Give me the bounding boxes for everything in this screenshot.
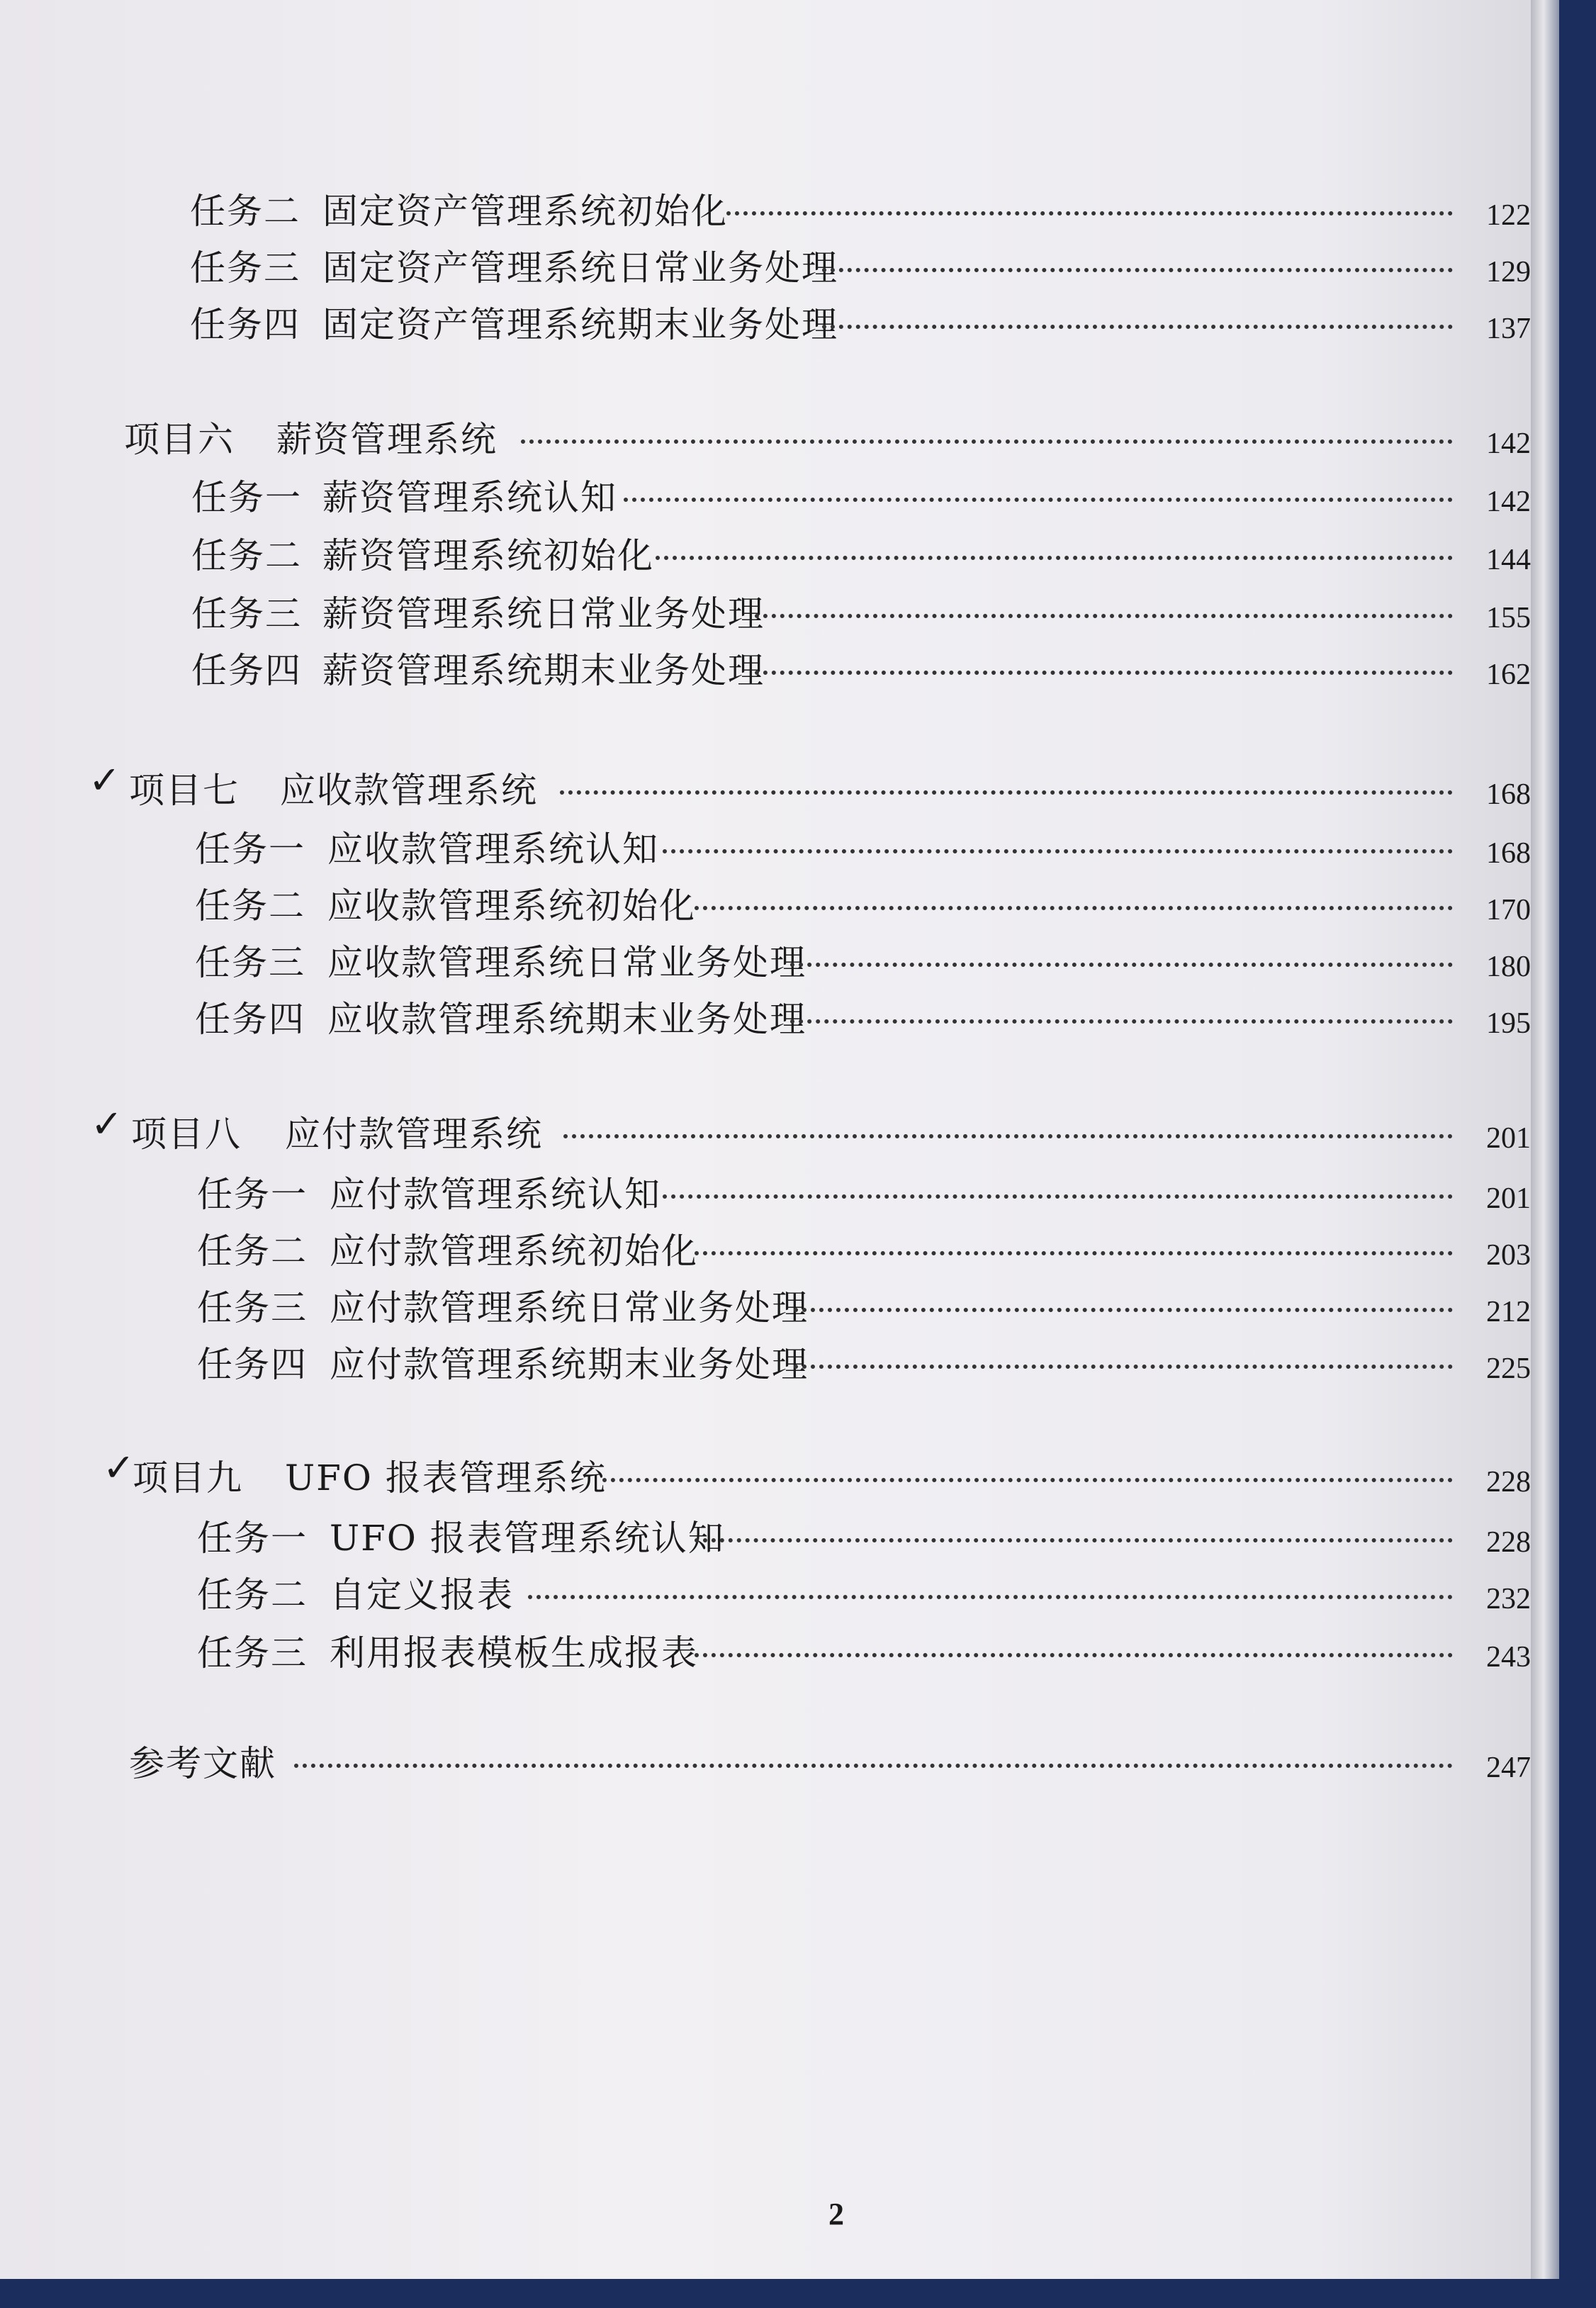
toc-entry[interactable] xyxy=(0,1166,1531,1223)
toc-label: 项目七 xyxy=(129,770,240,811)
toc-page-number: 170 xyxy=(1486,894,1531,926)
dot-leader xyxy=(755,614,1453,618)
toc-label: 项目八 xyxy=(131,1114,242,1155)
toc-label: 任务四 xyxy=(197,1344,308,1385)
toc-title: 应收款管理系统初始化 xyxy=(327,885,696,926)
toc-entry[interactable] xyxy=(0,1567,1531,1623)
toc-entry[interactable] xyxy=(0,642,1531,699)
toc-page-number: 247 xyxy=(1486,1752,1531,1784)
dot-leader xyxy=(695,1538,1453,1542)
dot-leader xyxy=(695,1251,1453,1255)
dot-leader xyxy=(794,1308,1453,1312)
toc-title: 应付款管理系统期末业务处理 xyxy=(330,1344,809,1385)
toc-entry[interactable] xyxy=(0,821,1531,878)
page-folio: 2 xyxy=(828,2197,844,2231)
toc-page-number: 142 xyxy=(1486,486,1531,518)
toc-title: 固定资产管理系统期末业务处理 xyxy=(322,304,838,345)
toc-page-number: 162 xyxy=(1486,659,1531,691)
dot-leader xyxy=(790,1019,1453,1024)
dot-leader xyxy=(656,556,1453,560)
toc-page-number: 201 xyxy=(1486,1182,1531,1215)
toc-page-number: 137 xyxy=(1486,313,1531,345)
toc-page-number: 232 xyxy=(1486,1583,1531,1615)
toc-title: 薪资管理系统期末业务处理 xyxy=(322,650,765,691)
toc-title: UFO 报表管理系统认知 xyxy=(330,1518,725,1559)
handwritten-check-mark: ✓ xyxy=(89,758,121,802)
dot-leader xyxy=(695,1653,1453,1657)
toc-title: 薪资管理系统 xyxy=(276,419,498,460)
toc-title: 固定资产管理系统初始化 xyxy=(322,191,728,232)
toc-references-entry[interactable] xyxy=(0,1735,1531,1792)
toc-title: 薪资管理系统初始化 xyxy=(322,535,654,576)
toc-label: 任务四 xyxy=(191,650,302,691)
toc-label: 任务二 xyxy=(197,1231,308,1272)
toc-title: 应收款管理系统 xyxy=(280,770,538,811)
toc-entry[interactable] xyxy=(0,527,1531,584)
toc-label: 项目六 xyxy=(124,419,235,460)
toc-label: 任务三 xyxy=(197,1287,308,1328)
toc-label: 任务四 xyxy=(190,304,300,345)
toc-page-number: 201 xyxy=(1486,1122,1531,1155)
toc-entry[interactable] xyxy=(0,296,1531,353)
toc-page-number: 129 xyxy=(1486,256,1531,288)
toc-title: 应付款管理系统 xyxy=(285,1114,543,1155)
toc-page-number: 203 xyxy=(1486,1239,1531,1272)
dot-leader xyxy=(602,1478,1453,1482)
toc-project-entry[interactable] xyxy=(0,411,1531,468)
toc-label: 任务二 xyxy=(197,1574,308,1615)
toc-entry[interactable] xyxy=(0,1279,1531,1336)
dot-leader xyxy=(528,1595,1453,1599)
toc-page-number: 168 xyxy=(1486,837,1531,870)
toc-title: 固定资产管理系统日常业务处理 xyxy=(322,247,838,288)
dot-leader xyxy=(663,849,1453,853)
toc-title: 应收款管理系统日常业务处理 xyxy=(327,942,807,983)
toc-title: 应付款管理系统初始化 xyxy=(330,1231,698,1272)
handwritten-check-mark: ✓ xyxy=(91,1102,123,1146)
toc-title: 薪资管理系统认知 xyxy=(322,477,617,518)
dot-leader xyxy=(560,790,1453,795)
toc-entry[interactable] xyxy=(0,878,1531,934)
page-edge-shadow xyxy=(1531,0,1559,2308)
dot-leader xyxy=(726,211,1453,215)
toc-entry[interactable] xyxy=(0,991,1531,1048)
toc-page-number: 144 xyxy=(1486,544,1531,576)
toc-project-entry[interactable] xyxy=(0,1102,1531,1163)
toc-entry[interactable] xyxy=(0,240,1531,296)
dot-leader xyxy=(755,671,1453,675)
toc-page-number: 195 xyxy=(1486,1007,1531,1040)
toc-label: 任务一 xyxy=(195,829,305,870)
toc-title: UFO 报表管理系统 xyxy=(285,1457,607,1498)
toc-page-number: 142 xyxy=(1486,427,1531,460)
dot-leader xyxy=(790,963,1453,967)
dot-leader xyxy=(294,1764,1453,1768)
toc-label: 参考文献 xyxy=(129,1743,276,1784)
toc-title: 应付款管理系统认知 xyxy=(330,1174,661,1215)
dot-leader xyxy=(695,906,1453,910)
toc-page-number: 212 xyxy=(1486,1296,1531,1328)
background-band xyxy=(0,2279,1596,2308)
toc-entry[interactable] xyxy=(0,586,1531,642)
toc-title: 应收款管理系统期末业务处理 xyxy=(327,999,807,1040)
dot-leader xyxy=(822,268,1453,272)
toc-entry[interactable] xyxy=(0,1223,1531,1279)
toc-label: 任务二 xyxy=(195,885,305,926)
toc-title: 应收款管理系统认知 xyxy=(327,829,659,870)
toc-page-number: 243 xyxy=(1486,1641,1531,1674)
dot-leader xyxy=(521,439,1453,444)
toc-label: 任务一 xyxy=(197,1174,308,1215)
toc-page-number: 155 xyxy=(1486,602,1531,634)
toc-label: 任务三 xyxy=(191,593,302,634)
toc-page-number: 180 xyxy=(1486,951,1531,983)
toc-page-number: 228 xyxy=(1486,1466,1531,1498)
toc-label: 任务二 xyxy=(190,191,300,232)
dot-leader xyxy=(624,498,1453,502)
toc-label: 任务三 xyxy=(190,247,300,288)
toc-title: 应付款管理系统日常业务处理 xyxy=(330,1287,809,1328)
dot-leader xyxy=(822,325,1453,329)
toc-entry[interactable] xyxy=(0,1336,1531,1393)
toc-project-entry[interactable] xyxy=(0,758,1531,819)
toc-entry[interactable] xyxy=(0,1625,1531,1681)
toc-label: 任务一 xyxy=(197,1518,308,1559)
toc-page-number: 228 xyxy=(1486,1526,1531,1559)
toc-entry[interactable] xyxy=(0,469,1531,526)
toc-label: 任务三 xyxy=(197,1632,308,1674)
dot-leader xyxy=(794,1365,1453,1369)
toc-title: 利用报表模板生成报表 xyxy=(330,1632,698,1674)
handwritten-check-mark: ✓ xyxy=(103,1445,135,1490)
toc-label: 任务二 xyxy=(191,535,302,576)
toc-entry[interactable] xyxy=(0,934,1531,991)
dot-leader xyxy=(663,1194,1453,1199)
toc-label: 任务三 xyxy=(195,942,305,983)
toc-project-entry[interactable] xyxy=(0,1445,1531,1506)
toc-title: 自定义报表 xyxy=(330,1574,514,1615)
toc-label: 任务四 xyxy=(195,999,305,1040)
toc-page-number: 122 xyxy=(1486,199,1531,232)
toc-entry[interactable] xyxy=(0,183,1531,240)
toc-title: 薪资管理系统日常业务处理 xyxy=(322,593,765,634)
toc-page-number: 225 xyxy=(1486,1352,1531,1385)
toc-page-number: 168 xyxy=(1486,778,1531,811)
dot-leader xyxy=(563,1134,1453,1138)
toc-label: 任务一 xyxy=(191,477,302,518)
toc-label: 项目九 xyxy=(133,1457,243,1498)
toc-entry[interactable] xyxy=(0,1510,1531,1567)
